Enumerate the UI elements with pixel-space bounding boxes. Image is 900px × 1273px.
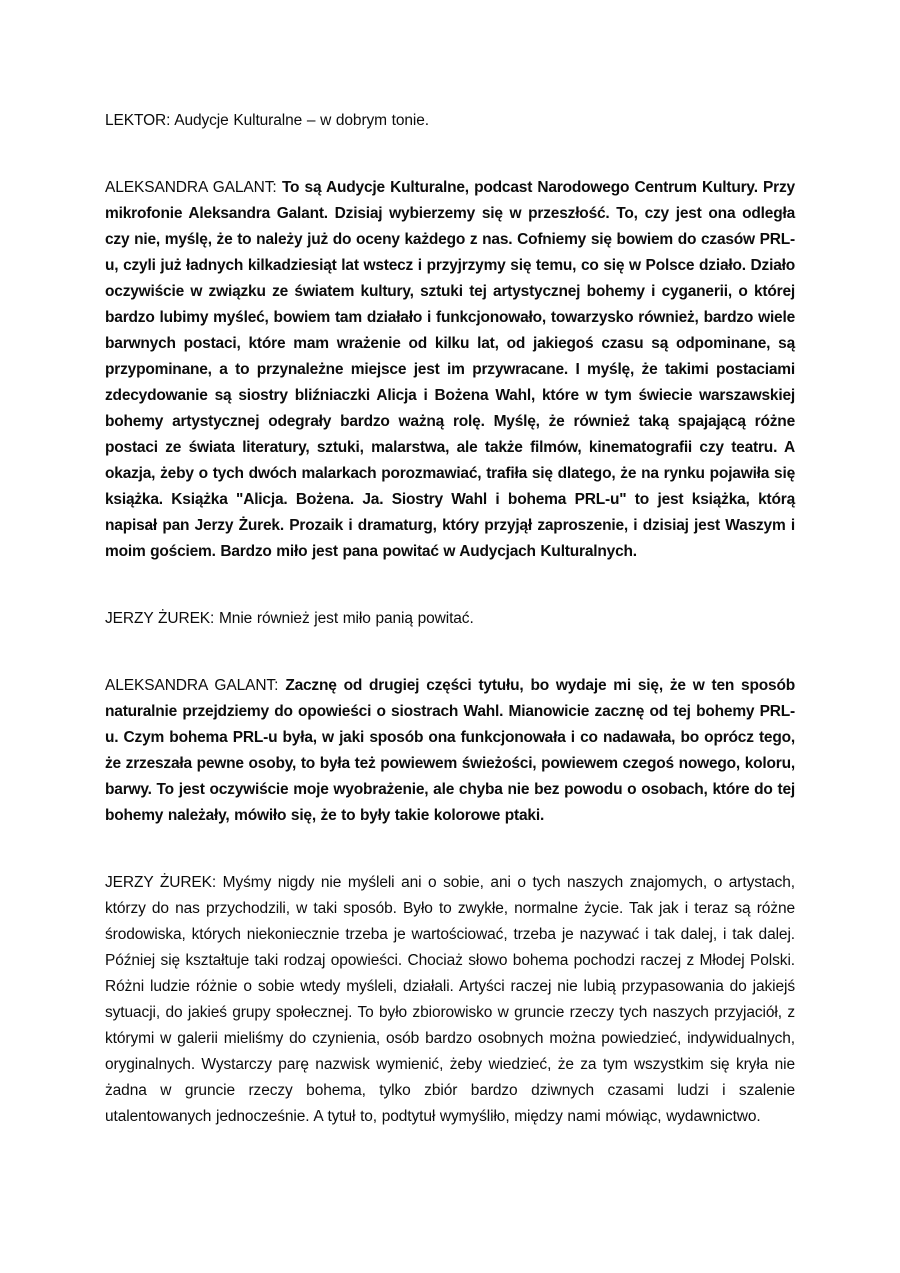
transcript-paragraph	[105, 175, 795, 565]
transcript-paragraph	[105, 673, 795, 829]
speaker-label: LEKTOR:	[105, 112, 171, 129]
speaker-label: JERZY ŻUREK:	[105, 610, 215, 627]
speech-text: To są Audycje Kulturalne, podcast Narodowego Centrum Kultury. Przy mikrofonie Aleksandra Galant. Dzisiaj wybierzemy się w przeszłość. To, czy jest ona odległa czy nie, myślę, że to należy już do oceny każdego z nas. Cofniemy się bowiem do czasów PRL-u, czyli już ładnych kilkadziesiąt lat wstecz i przyjrzymy się temu, co się w Polsce działo. Działo oczywiście w związku ze światem kultury, sztuki tej artystycznej bohemy i cyganerii, o której bardzo lubimy myśleć, bowiem tam działało i funkcjonowało, towarzysko również, bardzo wiele barwnych postaci, które mam wrażenie od kilku lat, od jakiegoś czasu są odpominane, są przypominane, a to przynależne miejsce jest im przywracane. I myślę, że takimi postaciami zdecydowanie są siostry bliźniaczki Alicja i Bożena Wahl, które w tym świecie warszawskiej bohemy artystycznej odegrały bardzo ważną rolę. Myślę, że również taką spajającą różne postaci ze świata literatury, sztuki, malarstwa, ale także filmów, kinematografii czy teatru. A okazja, żeby o tych dwóch malarkach porozmawiać, trafiła się dlatego, że na rynku pojawiła się książka. Książka "Alicja. Bożena. Ja. Siostry Wahl i bohema PRL-u" to jest książka, którą napisał pan Jerzy Żurek. Prozaik i dramaturg, który przyjął zaproszenie, i dzisiaj jest Waszym i moim gościem. Bardzo miło jest pana powitać w Audycjach Kulturalnych.	[105, 179, 795, 560]
speaker-label: JERZY ŻUREK:	[105, 874, 217, 891]
transcript-paragraph	[105, 108, 795, 134]
speaker-label: ALEKSANDRA GALANT:	[105, 677, 279, 694]
transcript-paragraph	[105, 870, 795, 1130]
speech-text: Audycje Kulturalne – w dobrym tonie.	[174, 112, 429, 129]
speaker-label: ALEKSANDRA GALANT:	[105, 179, 277, 196]
speech-text: Zacznę od drugiej części tytułu, bo wydaje mi się, że w ten sposób naturalnie przejdziemy do opowieści o siostrach Wahl. Mianowicie zacznę od tej bohemy PRL-u. Czym bohema PRL-u była, w jaki sposób ona funkcjonowała i co nadawała, bo oprócz tego, że zrzeszała pewne osoby, to była też powiewem świeżości, powiewem czegoś nowego, koloru, barwy. To jest oczywiście moje wyobrażenie, ale chyba nie bez powodu o osobach, które do tej bohemy należały, mówiło się, że to były takie kolorowe ptaki.	[105, 677, 795, 824]
speech-text: Mnie również jest miło panią powitać.	[218, 610, 474, 627]
speech-text: Myśmy nigdy nie myśleli ani o sobie, ani o tych naszych znajomych, o artystach, którzy do nas przychodzili, w taki sposób. Było to zwykłe, normalne życie. Tak jak i teraz są różne środowiska, których niekoniecznie trzeba je wartościować, trzeba je nazywać i tak dalej, i tak dalej. Później się kształtuje taki rodzaj opowieści. Chociaż słowo bohema pochodzi raczej z Młodej Polski. Różni ludzie różnie o sobie wtedy myśleli, działali. Artyści raczej nie lubią przypasowania do jakiejś sytuacji, do jakieś grupy społecznej. To było zbiorowisko w gruncie rzeczy tych naszych przyjaciół, z którymi w galerii mieliśmy do czynienia, osób bardzo osobnych można powiedzieć, indywidualnych, oryginalnych. Wystarczy parę nazwisk wymienić, żeby wiedzieć, że za tym wszystkim się kryła nie żadna w gruncie rzeczy bohema, tylko zbiór bardzo dziwnych czasami ludzi i szalenie utalentowanych jednocześnie. A tytuł to, podtytuł wymyśliło, między nami mówiąc, wydawnictwo.	[105, 874, 795, 1125]
transcript-paragraph	[105, 606, 795, 632]
